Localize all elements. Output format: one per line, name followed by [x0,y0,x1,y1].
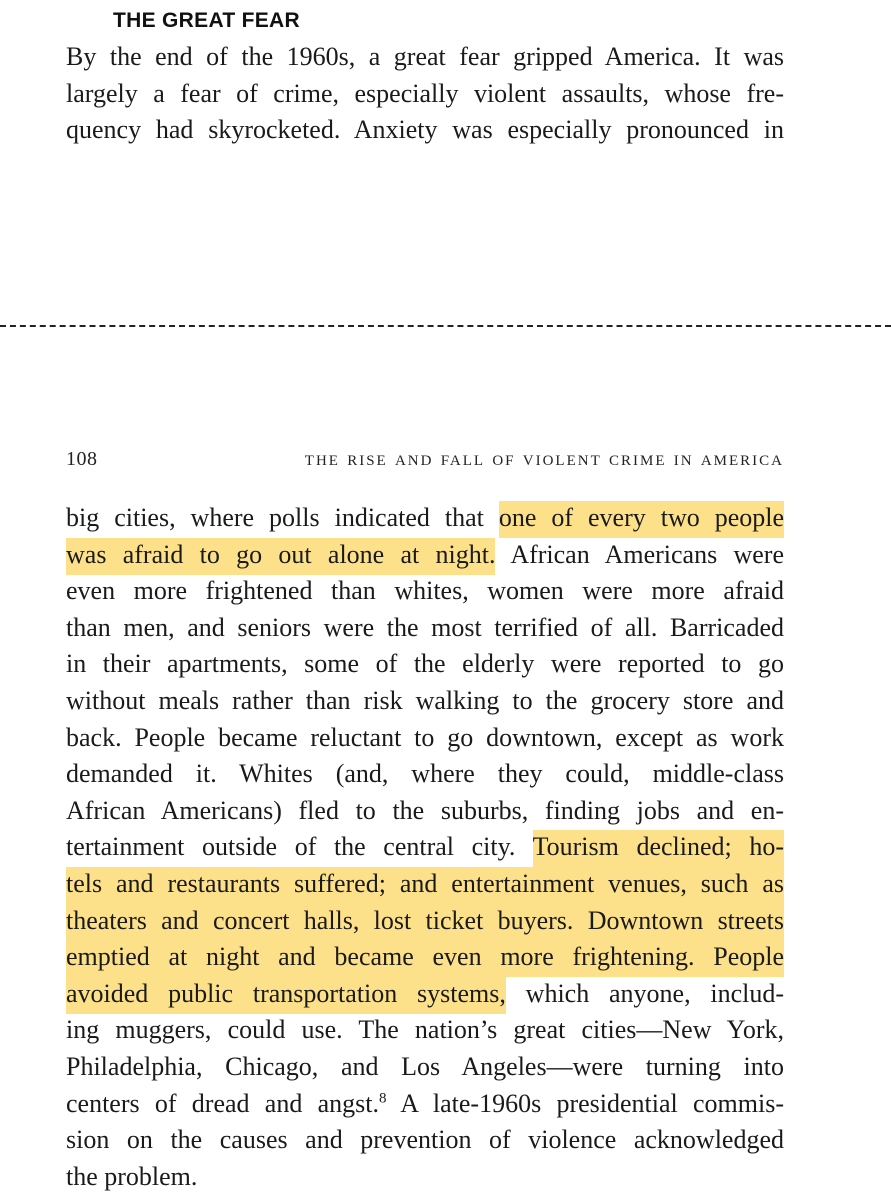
highlighted-text: avoided public transportation systems, [66,977,506,1014]
running-title: the rise and fall of violent crime in america [304,446,784,470]
text-line: than men, and seniors were the most terrified of all. Barricaded [66,612,784,642]
section-heading: THE GREAT FEAR [113,9,300,32]
text-line: without meals rather than risk walking to the grocery store and [66,685,784,715]
highlighted-text: tels and restaurants suffered; and entertainment venues, such as [66,867,784,904]
page-number: 108 [66,448,98,470]
text-line: ing muggers, could use. The nation’s great cities—New York, [66,1015,784,1045]
highlighted-text: emptied at night and became even more frightening. People [66,940,784,977]
text-line: in their apartments, some of the elderly were reported to go [66,649,784,679]
highlighted-text: theaters and concert halls, lost ticket buyers. Downtown streets [66,904,784,941]
text-segment: which anyone, includ- [505,978,784,1008]
running-head [66,446,784,471]
text-line [66,829,784,866]
top-paragraph [66,39,784,149]
text-line: By the end of the 1960s, a great fear gripped America. It was [66,42,784,71]
text-line [66,1086,784,1123]
text-line [66,976,784,1013]
footnote-marker[interactable]: 8 [378,1089,387,1106]
text-line [66,903,784,940]
highlighted-text: one of every two people [499,501,784,538]
text-line: sion on the causes and prevention of violence acknowledged [66,1125,784,1155]
page-break-divider [0,325,891,327]
text-line: the problem. [66,1161,198,1191]
text-segment: tertainment outside of the central city. [66,832,533,862]
text-line: largely a fear of crime, especially violent assaults, whose fre- [66,78,784,108]
text-line [66,500,784,537]
text-line: African Americans) fled to the suburbs, finding jobs and en- [66,795,784,825]
text-line: quency had skyrocketed. Anxiety was especially pronounced in [66,115,784,145]
text-segment: African Americans were [495,539,784,569]
text-line: back. People became reluctant to go downtown, except as work [66,722,784,752]
text-segment: A late-1960s presidential commis- [386,1088,784,1118]
text-line: Philadelphia, Chicago, and Los Angeles—were turning into [66,1051,784,1081]
text-segment: big cities, where polls indicated that [66,503,499,532]
text-line: even more frightened than whites, women were more afraid [66,576,784,606]
text-line: demanded it. Whites (and, where they could, middle-class [66,759,784,789]
text-line [66,537,784,574]
bottom-paragraph [66,500,784,1195]
text-line [66,939,784,976]
text-line [66,866,784,903]
highlighted-text: was afraid to go out alone at night. [66,538,495,575]
highlighted-text: Tourism declined; ho- [533,830,784,867]
text-segment: centers of dread and angst. [66,1088,379,1118]
